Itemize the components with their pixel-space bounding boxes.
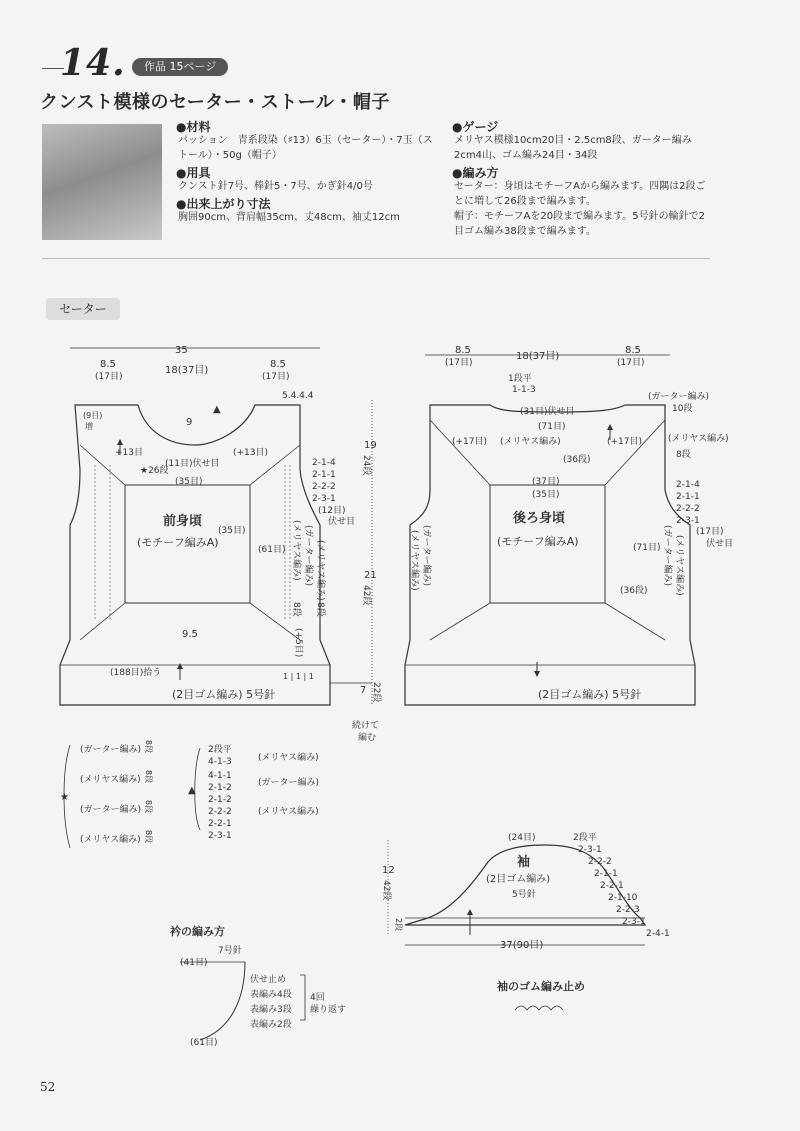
- collar-title: 衿の編み方: [170, 925, 225, 938]
- front-center-sts: (35目): [175, 477, 203, 487]
- back-plus17-left: (+17目): [452, 437, 488, 447]
- method-line-3: 帽子：モチーフAを20段まで編みます。5号針の輪針で2: [454, 211, 705, 222]
- size-heading: ●出来上がり寸法: [176, 197, 271, 211]
- front-dec-4: 2-3-1: [312, 494, 336, 504]
- back-neck-rule-1: 1段平: [508, 374, 532, 384]
- collar-step-1: 伏せ止め: [250, 975, 287, 985]
- cuff-bindoff-symbols: [515, 1006, 563, 1010]
- front-pickup: (188目)拾う: [110, 668, 162, 678]
- sleeve-height-42: 42段: [381, 880, 391, 901]
- front-bottom-width: 9.5: [182, 629, 198, 640]
- front-side-meriyasu: (メリヤス編み): [291, 520, 301, 581]
- sleeve-rule-5: 2-2-1: [600, 881, 624, 891]
- sleeve-top-sts: (24目): [508, 833, 536, 843]
- tools-heading: ●用具: [176, 166, 211, 180]
- front-bind-off: (11目)伏せ目: [165, 459, 220, 469]
- back-dec-1: 2-1-4: [676, 480, 700, 490]
- materials-heading: ●材料: [176, 120, 211, 134]
- front-side-8dan-1: 8段: [291, 602, 301, 617]
- star-mark: ★: [60, 792, 69, 803]
- front-total-width: 35: [175, 345, 188, 356]
- back-neck-rule-2: 1-1-3: [512, 385, 536, 395]
- star-dan-4: 8段: [144, 830, 153, 844]
- back-right-garter: (ガーター編み): [662, 525, 672, 587]
- back-71: (71目): [538, 422, 566, 432]
- gauge-heading: ●ゲージ: [452, 120, 499, 134]
- front-right-shoulder-sts: (17目): [262, 372, 290, 382]
- tri-row-8: 2-3-1: [208, 831, 232, 841]
- front-plus13-left: +13目: [115, 448, 143, 458]
- front-dec-2: 2-1-1: [312, 470, 336, 480]
- triangle-mark: ▲: [213, 404, 221, 415]
- front-left-shoulder: 8.5: [100, 359, 116, 370]
- back-neck-width: 18(37目): [516, 351, 560, 362]
- pattern-number: 14.: [60, 42, 126, 84]
- back-meriyasu: (メリヤス編み): [500, 437, 561, 447]
- height-7: 7: [360, 685, 367, 696]
- back-sublabel: (モチーフ編みA): [497, 535, 579, 548]
- sleeve-needle: 5号針: [512, 890, 536, 900]
- height-42dan: 42段: [361, 585, 371, 606]
- triangle-legend-mark: ▲: [188, 785, 196, 796]
- cuff-title: 袖のゴム編み止め: [497, 980, 585, 993]
- sleeve-rule-7: 2-2-3: [616, 905, 640, 915]
- front-body-outline: [60, 405, 330, 705]
- collar-61: (61目): [190, 1038, 218, 1048]
- tri-row-6: 2-2-2: [208, 807, 232, 817]
- collar-repeat-1: 4回: [310, 993, 325, 1003]
- star-dan-1: 8段: [144, 740, 153, 754]
- front-dec-bind: (12目): [318, 506, 346, 516]
- back-8dan: 8段: [676, 450, 691, 460]
- sleeve-height-2: 2段: [394, 918, 403, 932]
- sleeve-rule-8: 2-3-1: [622, 917, 646, 927]
- gauge-line-2: 2cm4山、ゴム編み24目・34段: [454, 150, 598, 161]
- back-bind-17b: 伏せ目: [706, 539, 734, 549]
- back-center-35: (35目): [532, 490, 560, 500]
- pattern-title: クンスト模様のセーター・ストール・帽子: [40, 92, 390, 113]
- star-legend-4: (メリヤス編み): [80, 835, 141, 845]
- sleeve-label: 袖: [517, 855, 531, 870]
- front-side-meriyasu-2: (メリヤス編み): [315, 540, 325, 601]
- back-right-shoulder: 8.5: [625, 345, 641, 356]
- back-side-71: (71目): [633, 543, 661, 553]
- front-neck-width: 18(37目): [165, 365, 209, 376]
- tri-row-1: 2段平: [208, 745, 232, 755]
- continue-1: 続けて: [352, 721, 380, 731]
- front-sublabel: (モチーフ編みA): [137, 536, 219, 549]
- size-text: 胸囲90cm、背肩幅35cm、丈48cm、袖丈12cm: [178, 212, 400, 223]
- back-36dan: (36段): [563, 455, 591, 465]
- back-label: 後ろ身頃: [513, 511, 566, 526]
- sleeve-width: 37(90目): [500, 940, 544, 951]
- front-star-26dan: ★26段: [140, 466, 169, 476]
- back-plus17-right: (+17目): [607, 437, 643, 447]
- continue-2: 編む: [358, 733, 377, 743]
- collar-41: (41目): [180, 958, 208, 968]
- tri-row-4: 2-1-2: [208, 783, 232, 793]
- front-side-garter: (ガーター編み): [303, 525, 313, 587]
- back-dec-3: 2-2-2: [676, 504, 700, 514]
- tools-text: クンスト針7号、棒針5・7号、かぎ針4/0号: [178, 181, 373, 192]
- front-side-61: (61目): [258, 545, 286, 555]
- tri-label-3: (メリヤス編み): [258, 807, 319, 817]
- front-side-35: (35目): [218, 526, 246, 536]
- back-garter-10: 10段: [672, 404, 693, 414]
- sleeve-rule-3: 2-2-2: [588, 857, 612, 867]
- front-ticks: 1 | 1 | 1: [283, 672, 314, 681]
- front-neck-rule: 5.4.4.4: [282, 391, 314, 401]
- tri-label-2: (ガーター編み): [258, 778, 320, 788]
- sleeve-rule-9: 2-4-1: [646, 929, 670, 939]
- collar-needle: 7号針: [218, 946, 242, 956]
- front-right-shoulder: 8.5: [270, 359, 286, 370]
- back-dec-2: 2-1-1: [676, 492, 700, 502]
- back-garter: (ガーター編み): [648, 392, 710, 402]
- front-plus13-right: (+13目): [233, 448, 269, 458]
- star-legend-3: (ガーター編み): [80, 805, 142, 815]
- back-body-outline: [405, 405, 695, 705]
- sleeve-rule-4: 2-1-1: [594, 869, 618, 879]
- back-right-meriyasu: (メリヤス編み): [674, 535, 684, 596]
- back-36dan-b: (36段): [620, 586, 648, 596]
- star-dan-3: 8段: [144, 800, 153, 814]
- front-left-shoulder-sts: (17目): [95, 372, 123, 382]
- height-21: 21: [364, 570, 377, 581]
- height-24dan: 24段: [361, 455, 371, 476]
- collar-step-4: 表編み2段: [250, 1020, 292, 1030]
- back-right-shoulder-sts: (17目): [617, 358, 645, 368]
- tri-row-3: 4-1-1: [208, 771, 232, 781]
- back-left-shoulder-sts: (17目): [445, 358, 473, 368]
- star-dan-2: 8段: [144, 770, 153, 784]
- collar-curve: [200, 962, 245, 1040]
- tri-label-1: (メリヤス編み): [258, 753, 319, 763]
- height-19: 19: [364, 440, 377, 451]
- star-legend-2: (メリヤス編み): [80, 775, 141, 785]
- page-reference-badge: 作品 15ページ: [132, 58, 228, 76]
- front-rib-label: (2目ゴム編み) 5号針: [172, 688, 276, 701]
- materials-line-2: トール）・50g（帽子）: [178, 150, 282, 161]
- front-side-8dan-2: 8段: [315, 602, 325, 617]
- front-dec-3: 2-2-2: [312, 482, 336, 492]
- method-line-1: セーター：身頃はモチーフAから編みます。四隅は2段ご: [454, 181, 706, 192]
- sleeve-rule-2: 2-3-1: [578, 845, 602, 855]
- back-motif-diagonals: [430, 420, 665, 640]
- back-bind-off: (31目)伏せ目: [520, 407, 575, 417]
- front-side-plus5: (+5目): [293, 628, 303, 658]
- sleeve-height-12: 12: [382, 865, 395, 876]
- back-meriyasu-2: (メリヤス編み): [668, 434, 729, 444]
- front-flag-sts: (9目): [83, 411, 103, 420]
- tri-row-7: 2-2-1: [208, 819, 232, 829]
- back-left-meriyasu: (メリヤス編み): [409, 530, 419, 591]
- front-dec-1: 2-1-4: [312, 458, 336, 468]
- gauge-line-1: メリヤス模様10cm20目・2.5cm8段、ガーター編み: [454, 135, 692, 146]
- front-dec-bind-2: 伏せ目: [328, 517, 356, 527]
- back-dec-4: 2-3-1: [676, 516, 700, 526]
- collar-repeat-2: 繰り返す: [310, 1005, 347, 1015]
- back-rib-label: (2目ゴム編み) 5号針: [538, 688, 642, 701]
- page-number: 52: [40, 1080, 56, 1094]
- method-line-4: 目ゴム編み38段まで編みます。: [454, 226, 596, 237]
- back-left-garter: (ガーター編み): [421, 525, 431, 587]
- method-line-2: とに増して26段まで編みます。: [454, 196, 596, 207]
- height-22dan: 22段: [371, 682, 381, 703]
- method-heading: ●編み方: [452, 166, 499, 180]
- sleeve-rule-1: 2段平: [573, 833, 597, 843]
- front-label: 前身頃: [163, 514, 203, 529]
- back-center-37: (37目): [532, 477, 560, 487]
- star-legend-1: (ガーター編み): [80, 745, 142, 755]
- front-neck-depth: 9: [186, 417, 193, 428]
- sleeve-rule-6: 2-1-10: [608, 893, 638, 903]
- back-left-shoulder: 8.5: [455, 345, 471, 356]
- back-bind-17: (17目): [696, 527, 724, 537]
- section-tag-sweater: セーター: [46, 298, 120, 320]
- collar-step-3: 表編み3段: [250, 1005, 292, 1015]
- materials-line-1: パッション 青系段染（♯13）6玉（セーター）・7玉（ス: [178, 135, 433, 146]
- front-flag-inc: 増: [85, 422, 93, 431]
- collar-step-2: 表編み4段: [250, 990, 292, 1000]
- tri-row-2: 4-1-3: [208, 757, 232, 767]
- tri-row-5: 2-1-2: [208, 795, 232, 805]
- sleeve-sub: (2目ゴム編み): [486, 874, 551, 885]
